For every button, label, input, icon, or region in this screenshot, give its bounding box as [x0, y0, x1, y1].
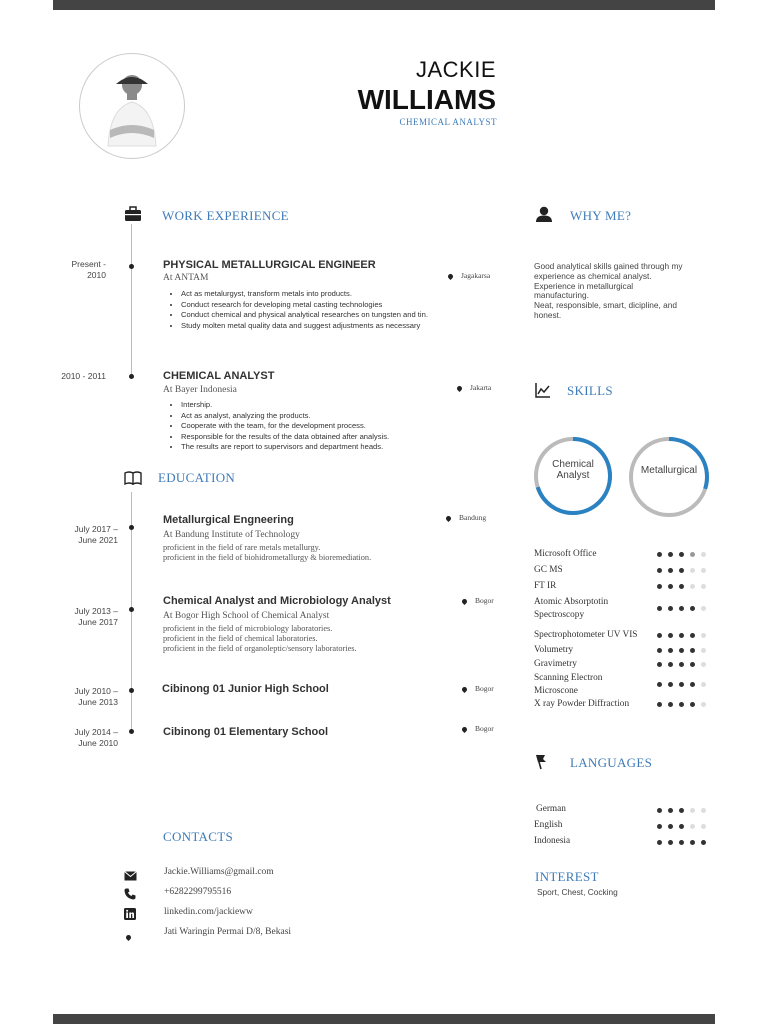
language-name: English	[534, 820, 563, 830]
skill-item	[534, 596, 714, 622]
rating-dot	[657, 648, 662, 653]
skill-name: Spectroscopy	[534, 610, 585, 620]
bottom-bar	[53, 1014, 715, 1024]
contact-linkedin[interactable]: linkedin.com/jackieww	[164, 907, 253, 917]
language-name: German	[536, 804, 566, 814]
rating-dots	[657, 633, 706, 638]
rating-dot	[657, 662, 662, 667]
skill-name: GC MS	[534, 565, 563, 575]
rating-dot	[657, 840, 662, 845]
rating-dot	[668, 568, 673, 573]
interest-heading: INTEREST	[535, 869, 599, 884]
work-experience-heading: WORK EXPERIENCE	[162, 208, 289, 223]
skill-circle-label: Chemical	[552, 459, 594, 470]
rating-dot	[679, 840, 684, 845]
rating-dots	[657, 824, 706, 829]
edu-location: Bogor	[462, 596, 494, 605]
rating-dots	[657, 584, 706, 589]
location-pin-icon	[456, 385, 463, 392]
rating-dot	[690, 702, 695, 707]
rating-dot	[690, 568, 695, 573]
rating-dot	[701, 662, 706, 667]
flag-icon	[535, 754, 553, 775]
briefcase-icon	[124, 206, 142, 227]
rating-dot	[701, 682, 706, 687]
work-date: Present - 2010	[71, 259, 106, 280]
rating-dot	[690, 682, 695, 687]
skill-name: Microsoft Office	[534, 549, 597, 559]
rating-dot	[679, 633, 684, 638]
rating-dots	[657, 552, 706, 557]
book-icon	[124, 471, 142, 490]
languages-heading: LANGUAGES	[570, 755, 653, 770]
skill-name: Atomic Absorptotin	[534, 597, 609, 607]
edu-school: At Bogor High School of Chemical Analyst	[163, 611, 330, 621]
rating-dot	[701, 606, 706, 611]
skill-name: Scanning Electron	[534, 673, 603, 683]
job-location: Jakarta	[457, 383, 491, 392]
job-bullets: • Intership. • Act as analyst, analyzing the products. • Cooperate with the team, for the development process. • Responsible for the results of the data obtained after analysis. • The results are report to supervisors and department heads.	[163, 400, 389, 453]
rating-dot	[668, 702, 673, 707]
user-icon	[535, 206, 553, 227]
job-title: PHYSICAL METALLURGICAL ENGINEER	[163, 259, 376, 271]
rating-dot	[690, 552, 695, 557]
rating-dot	[668, 606, 673, 611]
skill-name: X ray Powder Diffraction	[534, 699, 630, 709]
rating-dot	[679, 552, 684, 557]
rating-dot	[690, 662, 695, 667]
edu-date: July 2013 – June 2017	[74, 606, 118, 627]
rating-dot	[668, 633, 673, 638]
rating-dot	[657, 824, 662, 829]
skill-item	[534, 698, 714, 711]
skill-item	[534, 580, 714, 593]
role-title: CHEMICAL ANALYST	[399, 117, 497, 127]
skill-item	[534, 629, 714, 642]
skill-circle	[532, 435, 614, 517]
rating-dot	[690, 808, 695, 813]
rating-dot	[679, 584, 684, 589]
edu-title: Cibinong 01 Junior High School	[162, 683, 329, 695]
skill-item	[534, 644, 714, 657]
rating-dots	[657, 648, 706, 653]
skill-name: Microscone	[534, 686, 578, 696]
rating-dot	[657, 682, 662, 687]
rating-dot	[657, 633, 662, 638]
skills-heading: SKILLS	[567, 383, 613, 398]
job-title: CHEMICAL ANALYST	[163, 370, 275, 382]
skill-item	[534, 564, 714, 577]
rating-dots	[657, 682, 706, 687]
edu-location: Bogor	[462, 684, 494, 693]
rating-dot	[690, 840, 695, 845]
first-name: JACKIE	[415, 57, 496, 82]
rating-dot	[679, 662, 684, 667]
location-pin-icon	[461, 598, 468, 605]
timeline-dot	[129, 374, 134, 379]
education-heading: EDUCATION	[158, 470, 236, 485]
phone-icon	[124, 887, 136, 905]
skill-item	[534, 548, 714, 561]
rating-dot	[690, 584, 695, 589]
timeline-dot	[129, 525, 134, 530]
skill-circle-label: Metallurgical	[640, 465, 698, 476]
edu-title: Metallurgical Engneering	[163, 514, 294, 526]
rating-dots	[657, 840, 706, 845]
location-pin-icon	[461, 686, 468, 693]
skill-name: Gravimetry	[534, 659, 577, 669]
rating-dot	[690, 606, 695, 611]
last-name: WILLIAMS	[357, 84, 496, 115]
interest-text: Sport, Chest, Cocking	[537, 887, 618, 897]
rating-dot	[657, 808, 662, 813]
location-pin-icon	[126, 929, 131, 947]
job-location: Jagakarsa	[448, 271, 490, 280]
job-company: At Bayer Indonesia	[163, 385, 237, 395]
language-name: Indonesia	[534, 836, 571, 846]
rating-dot	[679, 808, 684, 813]
skill-name: Volumetry	[534, 645, 574, 655]
why-me-text: Good analytical skills gained through my experience as chemical analyst. Experience in metallurgical manufacturing. Neat, responsible, smart, dicipline, and honest.	[534, 261, 683, 320]
rating-dot	[668, 584, 673, 589]
rating-dot	[657, 584, 662, 589]
email-icon	[124, 868, 137, 886]
rating-dot	[701, 584, 706, 589]
edu-location: Bandung	[446, 513, 486, 522]
rating-dot	[701, 840, 706, 845]
rating-dot	[679, 824, 684, 829]
rating-dot	[679, 702, 684, 707]
location-pin-icon	[445, 515, 452, 522]
rating-dot	[701, 568, 706, 573]
rating-dot	[701, 702, 706, 707]
rating-dot	[657, 702, 662, 707]
rating-dot	[679, 682, 684, 687]
language-item	[534, 835, 714, 848]
rating-dots	[657, 808, 706, 813]
rating-dot	[668, 648, 673, 653]
edu-details: proficient in the field of rare metals metallurgy. proficient in the field of biohidrometallurgy & bioremediation.	[163, 543, 372, 562]
edu-school: At Bandung Institute of Technology	[163, 530, 300, 540]
location-pin-icon	[461, 726, 468, 733]
rating-dot	[701, 633, 706, 638]
rating-dots	[657, 606, 706, 611]
rating-dots	[657, 568, 706, 573]
linkedin-icon	[124, 907, 136, 925]
chart-icon	[535, 382, 551, 403]
contact-phone[interactable]: +6282299795516	[164, 887, 232, 897]
rating-dot	[679, 568, 684, 573]
rating-dot	[657, 568, 662, 573]
skill-item	[534, 672, 714, 698]
work-timeline	[131, 224, 132, 376]
contact-email[interactable]: Jackie.Williams@gmail.com	[164, 867, 274, 877]
timeline-dot	[129, 688, 134, 693]
skill-name: Spectrophotometer UV VIS	[534, 630, 638, 640]
edu-title: Chemical Analyst and Microbiology Analyst	[163, 595, 391, 607]
rating-dot	[679, 606, 684, 611]
language-item	[534, 803, 714, 816]
timeline-dot	[129, 729, 134, 734]
rating-dot	[690, 824, 695, 829]
rating-dots	[657, 702, 706, 707]
location-pin-icon	[447, 273, 454, 280]
language-item	[534, 819, 714, 832]
edu-date: July 2014 – June 2010	[74, 727, 118, 748]
edu-date: July 2017 – June 2021	[74, 524, 118, 545]
edu-title: Cibinong 01 Elementary School	[163, 726, 329, 738]
skill-circle	[627, 435, 711, 519]
rating-dots	[657, 662, 706, 667]
rating-dot	[690, 648, 695, 653]
rating-dot	[668, 552, 673, 557]
rating-dot	[668, 682, 673, 687]
rating-dot	[701, 808, 706, 813]
avatar	[79, 53, 185, 159]
rating-dot	[668, 662, 673, 667]
contact-address: Jati Waringin Permai D/8, Bekasi	[164, 927, 292, 937]
rating-dot	[701, 824, 706, 829]
why-me-heading: WHY ME?	[570, 208, 632, 223]
rating-dot	[657, 552, 662, 557]
contacts-heading: CONTACTS	[163, 829, 233, 844]
skill-item	[534, 658, 714, 671]
rating-dot	[701, 552, 706, 557]
edu-location: Bogor	[462, 724, 494, 733]
top-bar	[53, 0, 715, 10]
rating-dot	[668, 840, 673, 845]
skill-name: FT IR	[534, 581, 557, 591]
rating-dot	[668, 824, 673, 829]
rating-dot	[657, 606, 662, 611]
edu-date: July 2010 – June 2013	[74, 686, 118, 707]
timeline-dot	[129, 264, 134, 269]
job-bullets: • Act as metalurgyst, transform metals into products. • Conduct research for developing metal casting technologies • Conduct chemical and physical analytical researches on tungsten and tin. • Study molten metal quality data and suggest adjustments as necessary	[163, 289, 428, 331]
timeline-dot	[129, 607, 134, 612]
rating-dot	[701, 648, 706, 653]
edu-details: proficient in the field of microbiology laboratories. proficient in the field of chemical laboratories. proficient in the field of organoleptic/sensory laboratories.	[163, 624, 357, 653]
rating-dot	[668, 808, 673, 813]
job-company: At ANTAM	[163, 273, 209, 283]
skill-circle-label: Analyst	[556, 470, 590, 481]
rating-dot	[679, 648, 684, 653]
work-date: 2010 - 2011	[61, 371, 106, 381]
rating-dot	[690, 633, 695, 638]
